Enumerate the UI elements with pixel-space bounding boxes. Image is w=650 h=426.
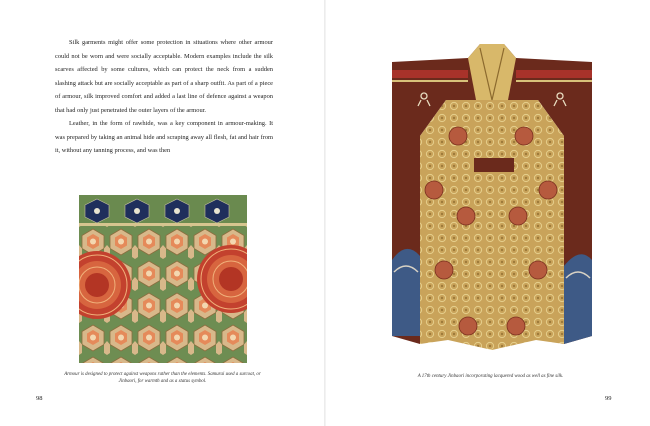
page-number-left: 98 [36,395,43,402]
paragraph-leather: Leather, in the form of rawhide, was a key component in armour-making. It was prepared by taking an animal hide and scraping away all flesh, fat and hair from it, without any tanning process, and was then [55,120,273,154]
left-page [0,0,324,426]
figure-caption-right: A 17th century Jinbaori incorporating lacquered wood as well as fine silk. [417,374,564,379]
body-text [55,36,273,158]
page-number-right: 99 [605,395,612,402]
figure-caption-left: Armour is designed to protect against weapons rather than the elements. Samurai used a surcoat, or Jinbaori, for warmth and as a status symbol. [64,372,261,384]
paragraph-silk: Silk garments might offer some protection in situations where other armour could not be worn and were socially acceptable. Modern examples include the silk scarves affected by some cultures, which can protect the neck from a sudden slashing attack but are socially acceptable as part of a sharp outfit. As part of a piece of armour, silk improved comfort and added a last line of defence against a weapon that had only just penetrated the outer layers of the armour. [55,39,273,114]
jinbaori-photo [388,40,596,362]
silk-brocade-photo [79,195,247,363]
